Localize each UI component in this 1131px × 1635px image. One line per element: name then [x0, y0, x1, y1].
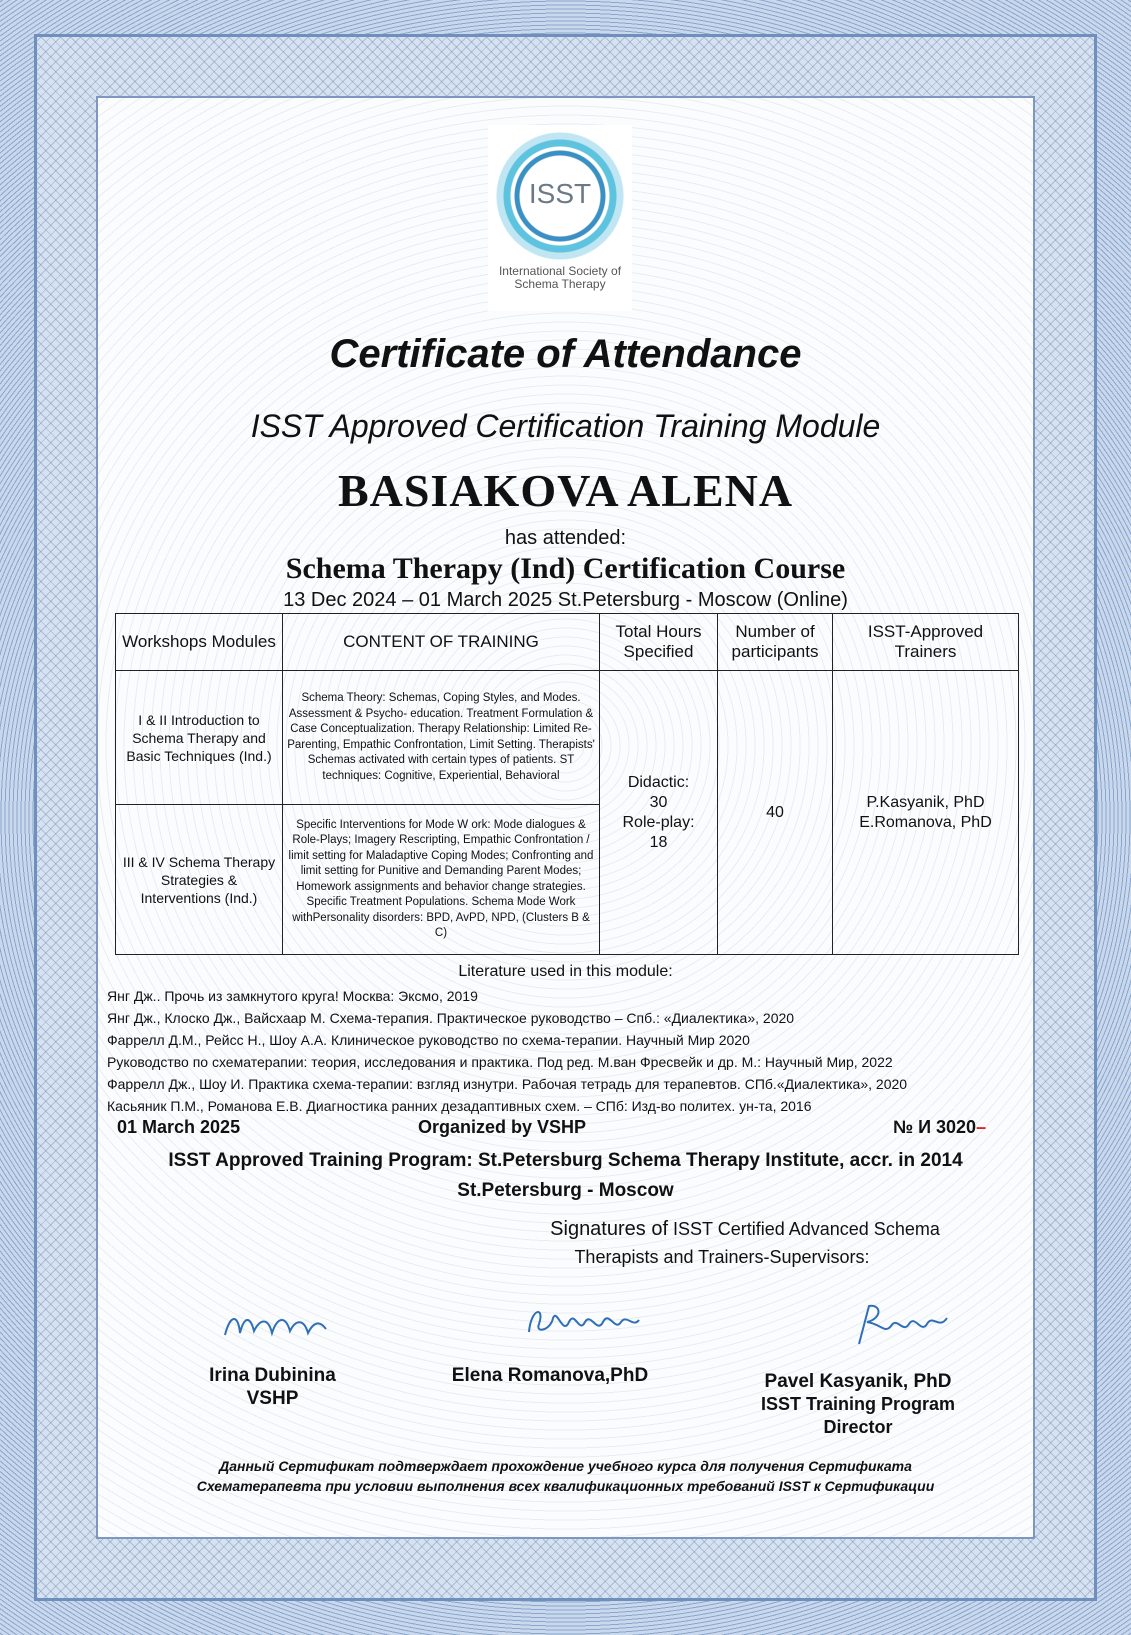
header-trainers: ISST-Approved Trainers — [833, 614, 1019, 671]
program-info — [0, 1146, 1131, 1206]
course-title: Schema Therapy (Ind) Certification Course — [285, 552, 846, 585]
literature-list — [107, 985, 1027, 1117]
recipient-name: BASIAKOVA ALENA — [337, 465, 794, 516]
literature-item: Фаррелл Д.М., Рейсс Н., Шоу А.А. Клиническое руководство по схема-терапии. Научный Мир 2020 — [107, 1032, 750, 1048]
literature-heading: Literature used in this module: — [458, 963, 673, 980]
roleplay-value: 18 — [649, 833, 668, 851]
signer-name: Pavel Kasyanik, PhD — [764, 1371, 952, 1392]
logo-ring-icon — [495, 131, 625, 261]
signer-role: ISST Training Program — [760, 1394, 956, 1414]
footer-note — [0, 1456, 1131, 1496]
roleplay-label: Role-play: — [622, 813, 695, 831]
trainer-name: E.Romanova, PhD — [859, 813, 992, 831]
signer-name: Elena Romanova,PhD — [451, 1365, 649, 1386]
hours-cell — [600, 671, 718, 955]
literature-item: Янг Дж.. Прочь из замкнутого круга! Москва: Эксмо, 2019 — [107, 988, 478, 1004]
program-line1: ISST Approved Training Program: St.Petersburg Schema Therapy Institute, accr. in 2014 — [168, 1150, 963, 1171]
trainers-cell — [833, 671, 1019, 955]
table-row — [116, 671, 1019, 805]
footer-line2: Схематерапевта при условии выполнения всех квалификационных требований ISST к Сертификации — [196, 1478, 935, 1494]
header-participants: Number of participants — [718, 614, 833, 671]
table-header-row — [116, 614, 1019, 671]
course-dates: 13 Dec 2024 – 01 March 2025 St.Petersburg - Moscow (Online) — [283, 589, 848, 611]
certificate-number-text: № И 3020 — [893, 1117, 977, 1137]
signature-dubinina-icon — [220, 1305, 330, 1345]
footer-line1: Данный Сертификат подтверждает прохождение учебного курса для получения Сертификата — [219, 1458, 912, 1474]
signer-kasyanik — [738, 1370, 978, 1439]
literature-item: Руководство по схематерапии: теория, исследования и практика. Под ред. М.ван Фресвейк и др. М.: Научный Мир, 2022 — [107, 1054, 893, 1070]
literature-item: Янг Дж., Клоско Дж., Вайсхаар М. Схема-терапия. Практическое руководство – Спб.: «Диалектика», 2020 — [107, 1010, 795, 1026]
signature-romanova-icon — [523, 1300, 643, 1342]
logo-caption-line2: Schema Therapy — [514, 277, 606, 291]
attended-text: has attended: — [504, 527, 627, 549]
literature-item: Фаррелл Дж., Шоу И. Практика схема-терапии: взгляд изнутри. Рабочая тетрадь для терапевтов. СПб.«Диалектика», 2020 — [107, 1076, 908, 1092]
issue-date: 01 March 2025 — [117, 1117, 241, 1137]
literature-item: Касьяник П.М., Романова Е.В. Диагностика ранних дезадаптивных схем. – СПб: Изд-во политех. ун-та, 2016 — [107, 1098, 812, 1114]
trainer-name: P.Kasyanik, PhD — [866, 793, 985, 811]
certificate-number — [893, 1117, 986, 1138]
certificate-subtitle: ISST Approved Certification Training Module — [250, 408, 881, 444]
sig-heading-prefix: Signatures of — [550, 1218, 669, 1240]
logo-caption — [488, 265, 632, 291]
sig-heading-rest: ISST Certified Advanced Schema — [673, 1219, 940, 1239]
content-cell: Specific Interventions for Mode W ork: Mode dialogues & Role-Plays; Imagery Rescripting, Empathic Confrontation / limit setting for Maladaptive Coping Modes; Confronting and limit setting for Punitive and Demanding Parent Modes; Homework assignments and behavior change strategies. Specific Treatment Populations. Schema Mode Work withPersonality disorders: BPD, AvPD, NPD, (Clusters B & C) — [283, 805, 600, 955]
signer-romanova — [420, 1364, 680, 1387]
certificate-number-mark: – — [976, 1117, 987, 1137]
content-cell: Schema Theory: Schemas, Coping Styles, and Modes. Assessment & Psycho- education. Treatment Formulation & Case Conceptualization. Therapy Relationship: Limited Re-Parenting, Empathic Confrontation, Limit Setting. Therapists' Schemas activated with certain types of patients. ST techniques: Cognitive, Experiential, Behavioral — [283, 671, 600, 805]
signer-role: Director — [823, 1417, 893, 1437]
signer-role: VSHP — [246, 1388, 299, 1409]
logo-abbr: ISST — [528, 178, 592, 209]
signer-dubinina — [180, 1364, 365, 1410]
sig-heading-line2: Therapists and Trainers-Supervisors: — [574, 1247, 870, 1267]
header-hours: Total Hours Specified — [600, 614, 718, 671]
training-table — [115, 613, 1019, 955]
participants-cell: 40 — [718, 671, 833, 955]
header-modules: Workshops Modules — [116, 614, 283, 671]
didactic-label: Didactic: — [627, 773, 690, 791]
program-line2: St.Petersburg - Moscow — [457, 1180, 674, 1201]
module-cell: III & IV Schema Therapy Strategies & Interventions (Ind.) — [116, 805, 283, 955]
module-cell: I & II Introduction to Schema Therapy and Basic Techniques (Ind.) — [116, 671, 283, 805]
signatures-heading — [510, 1215, 980, 1271]
signer-name: Irina Dubinina — [209, 1365, 336, 1386]
certificate-title: Certificate of Attendance — [329, 332, 802, 376]
header-content: CONTENT OF TRAINING — [283, 614, 600, 671]
organizer: Organized by VSHP — [418, 1117, 587, 1137]
isst-logo — [488, 125, 632, 311]
didactic-value: 30 — [649, 793, 668, 811]
signature-kasyanik-icon — [851, 1300, 956, 1350]
logo-caption-line1: International Society of — [498, 264, 622, 278]
